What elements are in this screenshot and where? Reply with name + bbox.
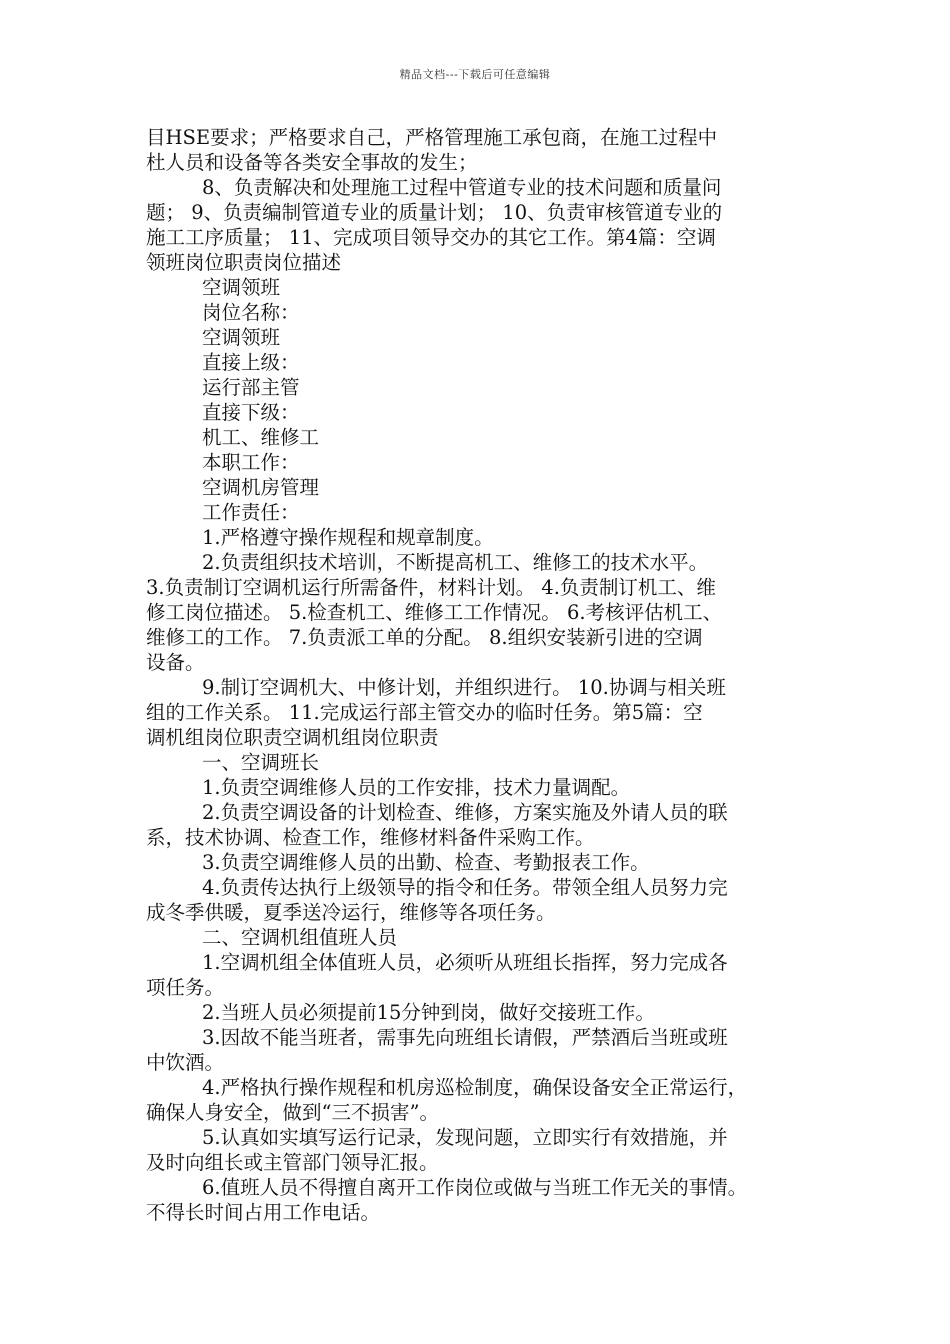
text-line: 1.空调机组全体值班人员，必须听从班组长指挥，努力完成各 [202,951,728,974]
text-line: 机工、维修工 [202,426,320,449]
text-line: 不得长时间占用工作电话。 [146,1201,381,1224]
text-line: 目HSE要求；严格要求自己，严格管理施工承包商，在施工过程中 [146,126,718,149]
text-line: 5.认真如实填写运行记录，发现问题，立即实行有效措施，并 [202,1126,728,1149]
text-line: 施工工序质量； 11、完成项目领导交办的其它工作。第4篇：空调 [146,226,716,249]
text-line: 组的工作关系。 11.完成运行部主管交办的临时任务。第5篇：空 [146,701,703,724]
text-line: 中饮酒。 [146,1051,225,1074]
text-line: 运行部主管 [202,376,300,399]
page-header: 精品文档---下载后可任意编辑 [399,68,551,81]
text-line: 空调领班 [202,276,281,299]
text-line: 项任务。 [146,976,225,999]
text-line: 3.因故不能当班者，需事先向班组长请假，严禁酒后当班或班 [202,1026,728,1049]
text-line: 1.负责空调维修人员的工作安排，技术力量调配。 [202,776,631,799]
text-line: 空调机房管理 [202,476,320,499]
text-line: 确保人身安全，做到“三不损害”。 [146,1101,439,1124]
text-line: 9.制订空调机大、中修计划，并组织进行。 10.协调与相关班 [202,676,726,699]
text-line: 二、空调机组值班人员 [202,926,398,949]
text-line: 一、空调班长 [202,751,320,774]
text-line: 8、负责解决和处理施工过程中管道专业的技术问题和质量问 [202,176,722,199]
text-line: 本职工作： [202,451,300,474]
text-line: 维修工的工作。 7.负责派工单的分配。 8.组织安装新引进的空调 [146,626,703,649]
text-line: 3.负责制订空调机运行所需备件，材料计划。 4.负责制订机工、维 [146,576,716,599]
text-line: 直接下级： [202,401,300,424]
text-line: 系，技术协调、检查工作，维修材料备件采购工作。 [146,826,595,849]
text-line: 6.值班人员不得擅自离开工作岗位或做与当班工作无关的事情。 [202,1176,748,1199]
text-line: 2.负责组织技术培训，不断提高机工、维修工的技术水平。 [202,551,709,574]
text-line: 直接上级： [202,351,300,374]
text-line: 2.负责空调设备的计划检查、维修，方案实施及外请人员的联 [202,801,728,824]
text-line: 成冬季供暖，夏季送冷运行，维修等各项任务。 [146,901,556,924]
text-line: 岗位名称： [202,301,300,324]
text-line: 4.严格执行操作规程和机房巡检制度，确保设备安全正常运行， [202,1076,748,1099]
text-line: 修工岗位描述。 5.检查机工、维修工工作情况。 6.考核评估机工、 [146,601,723,624]
text-line: 领班岗位职责岗位描述 [146,251,342,274]
text-line: 设备。 [146,651,205,674]
text-line: 1.严格遵守操作规程和规章制度。 [202,526,494,549]
text-line: 4.负责传达执行上级领导的指令和任务。带领全组人员努力完 [202,876,728,899]
document-body [146,125,810,1225]
text-line: 工作责任： [202,501,300,524]
text-line: 2.当班人员必须提前15分钟到岗，做好交接班工作。 [202,1001,655,1024]
text-line: 及时向组长或主管部门领导汇报。 [146,1151,439,1174]
text-line: 3.负责空调维修人员的出勤、检查、考勤报表工作。 [202,851,650,874]
text-line: 空调领班 [202,326,281,349]
text-line: 杜人员和设备等各类安全事故的发生； [146,151,478,174]
text-line: 题； 9、负责编制管道专业的质量计划； 10、负责审核管道专业的 [146,201,723,224]
text-line: 调机组岗位职责空调机组岗位职责 [146,726,439,749]
